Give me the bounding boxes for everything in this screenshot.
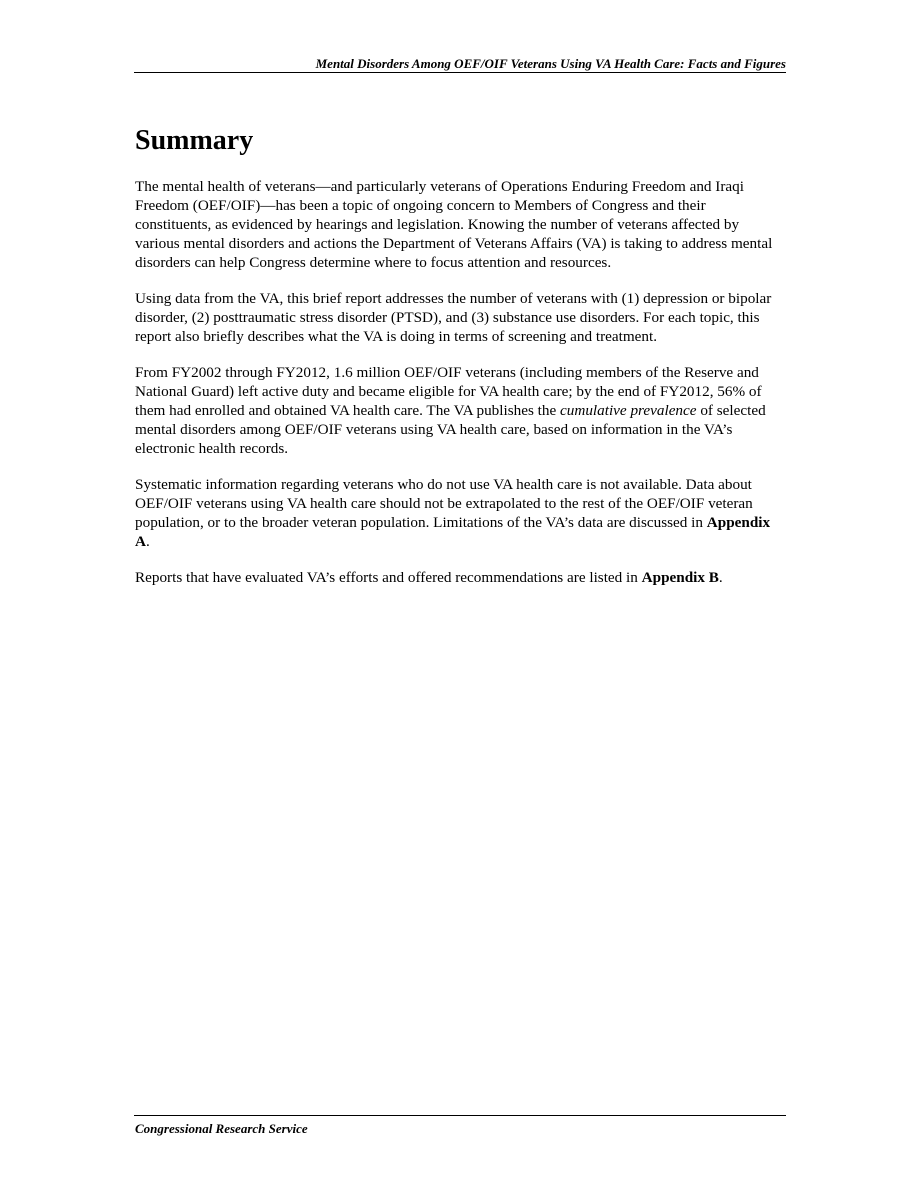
summary-body — [135, 177, 785, 604]
paragraph-5-text-end: . — [718, 569, 723, 586]
header-rule — [134, 72, 786, 73]
paragraph-4-text-end: . — [145, 533, 150, 550]
summary-paragraph-5 — [135, 568, 785, 587]
footer-organization: Congressional Research Service — [135, 1121, 308, 1136]
footer-rule — [134, 1115, 786, 1116]
running-header: Mental Disorders Among OEF/OIF Veterans Using VA Health Care: Facts and Figures — [315, 56, 786, 71]
summary-paragraph-3 — [135, 363, 785, 458]
appendix-a-reference: Appendix A — [135, 514, 771, 550]
summary-paragraph-1: The mental health of veterans—and particularly veterans of Operations Enduring Freedom and Iraqi Freedom (OEF/OIF)—has been a topic of ongoing concern to Members of Congress and their constituents, as evidenced by hearings and legislation. Knowing the number of veterans affected by various mental disorders and actions the Department of Veterans Affairs (VA) is taking to address mental disorders can help Congress determine where to focus attention and resources. — [135, 178, 773, 271]
paragraph-3-text-start: From FY2002 through FY2012, 1.6 million OEF/OIF veterans (including members of the Reserve and National Guard) left active duty and became eligible for VA health care; by the end of FY2012, 56% of them had enrolled and obtained VA health care. The VA publishes the — [135, 364, 762, 419]
cumulative-prevalence-term: cumulative prevalence — [560, 402, 697, 419]
summary-heading: Summary — [135, 125, 254, 156]
summary-paragraph-2: Using data from the VA, this brief report addresses the number of veterans with (1) depression or bipolar disorder, (2) posttraumatic stress disorder (PTSD), and (3) substance use disorders. For each topic, this report also briefly describes what the VA is doing in terms of screening and treatment. — [135, 290, 772, 345]
appendix-b-reference: Appendix B — [641, 569, 719, 586]
paragraph-5-text-start: Reports that have evaluated VA’s efforts and offered recommendations are listed in — [135, 569, 642, 586]
paragraph-3-text-end: of selected mental disorders among OEF/OIF veterans using VA health care, based on information in the VA’s electronic health records. — [135, 402, 766, 457]
paragraph-4-text-start: Systematic information regarding veterans who do not use VA health care is not available. Data about OEF/OIF veterans using VA health care should not be extrapolated to the rest of the OEF/OIF veteran population, or to the broader veteran population. Limitations of the VA’s data are discussed in — [135, 476, 753, 531]
summary-paragraph-4 — [135, 475, 785, 551]
